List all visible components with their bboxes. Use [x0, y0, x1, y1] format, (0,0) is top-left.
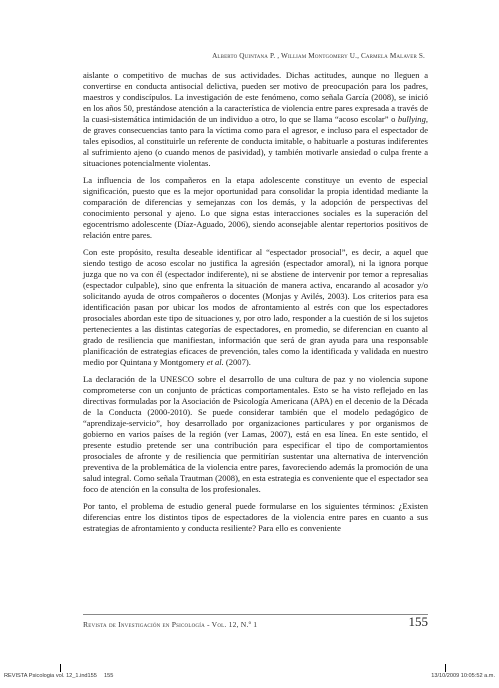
- footer-divider: [83, 614, 428, 615]
- slug-page-number: 155: [104, 673, 114, 679]
- paragraph-3: Con este propósito, resulta deseable identificar al “espectador prosocial”, es decir, a aquel que siendo testigo de acoso escolar no justifica la agresión (espectador amoral), ni la ignora porque juzga que no va con él (espectador indiferente), ni se abstiene de intervenir por temor a represalias (espectador culpable), sino que enfrenta la situación de manera activa, encarando al acosador y/o solicitando ayuda de otros compañeros o docentes (Monjas y Avilés, 2003). Los criterios para esa identificación pasan por ubicar los modos de afrontamiento al estrés con que los espectadores prosociales abordan este tipo de situaciones y, por otro lado, responder a la cuestión de si los sujetos pertenecientes a las distintas categorías de espectadores, en promedio, se diferencian en cuanto al grado de resiliencia que manifiestan, información que será de gran ayuda para una responsable planificación de estrategias eficaces de prevención, tales como la identificada y validada en nuestro medio por Quintana y Montgomery et al. (2007).: [83, 247, 428, 367]
- paragraph-5: Por tanto, el problema de estudio general puede formularse en los siguientes términos: ¿Existen diferencias entre los distintos tipos de espectadores de la violencia entre pares en cuanto a sus estrategias de afrontamiento y conducta resiliente? Para ello es conveniente: [83, 501, 428, 533]
- running-head-authors: Alberto Quintana P. , William Montgomery U., Carmela Malaver S.: [212, 52, 425, 60]
- crop-mark-vertical-left: [60, 664, 61, 672]
- footer-journal-title: Revista de Investigación en Psicología - Vol. 12, N.º 1: [83, 620, 258, 629]
- page-number: 155: [408, 614, 428, 629]
- crop-mark-vertical-right: [445, 664, 446, 672]
- paragraph-1: aislante o competitivo de muchas de sus actividades. Dichas actitudes, aunque no lleguen a convertirse en conducta antisocial delictiva, pueden ser motivo de preocupación para los padres, maestros y condiscípulos. La investigación de este fenómeno, como señala García (2008), se inició en los años 50, prestándose atención a la característica de violencia entre pares expresada a través de la cuasi-sistemática intimidación de un individuo a otro, lo que se llama “acoso escolar” o bullying, de graves consecuencias tanto para la víctima como para el agresor, e incluso para el espectador de tales episodios, al constituirle un referente de conducta imitable, o habituarle a posturas indiferentes al sufrimiento ajeno (o cuando menos de pasividad), y también motivarle ansiedad o culpa frente a situaciones potencialmente violentas.: [83, 70, 428, 168]
- article-body: [83, 70, 428, 540]
- slug-file-name: REVISTA Psicologia vol. 12_1.ind155: [4, 673, 97, 679]
- paragraph-2: La influencia de los compañeros en la etapa adolescente constituye un evento de especial significación, puesto que es la mejor oportunidad para consolidar la propia identidad mediante la comparación de diferencias y semejanzas con los demás, y la adopción de perspectivas del conocimiento personal y ajeno. Lo que signa estas interacciones sociales es la superación del egocentrismo adolescente (Díaz-Aguado, 2006), siendo aconsejable alentar repertorios positivos de relación entre pares.: [83, 175, 428, 240]
- slug-timestamp: 13/10/2009 10:05:52 a.m.: [431, 673, 495, 679]
- paragraph-4: La declaración de la UNESCO sobre el desarrollo de una cultura de paz y no violencia supone comprometerse con un conjunto de prácticas comportamentales. Esto se ha visto reflejado en las directivas formuladas por la Asociación de Psicología Americana (APA) en el decenio de la Década de la Conducta (2000-2010). Se puede considerar también que el modelo pedagógico de “aprendizaje-servicio”, hoy desarrollado por organizaciones particulares y por organismos de gobierno en varios países de la región (ver Lamas, 2007), está en esa línea. En este sentido, el presente estudio pretende ser una contribución para especificar el tipo de comportamientos prosociales de afronte y de resiliencia que permitirían sustentar una alternativa de intervención preventiva de la problemática de la violencia entre pares, favoreciendo además la promoción de una salud integral. Como señala Trautman (2008), en esta estrategia es conveniente que el espectador sea foco de atención en la consulta de los profesionales.: [83, 374, 428, 494]
